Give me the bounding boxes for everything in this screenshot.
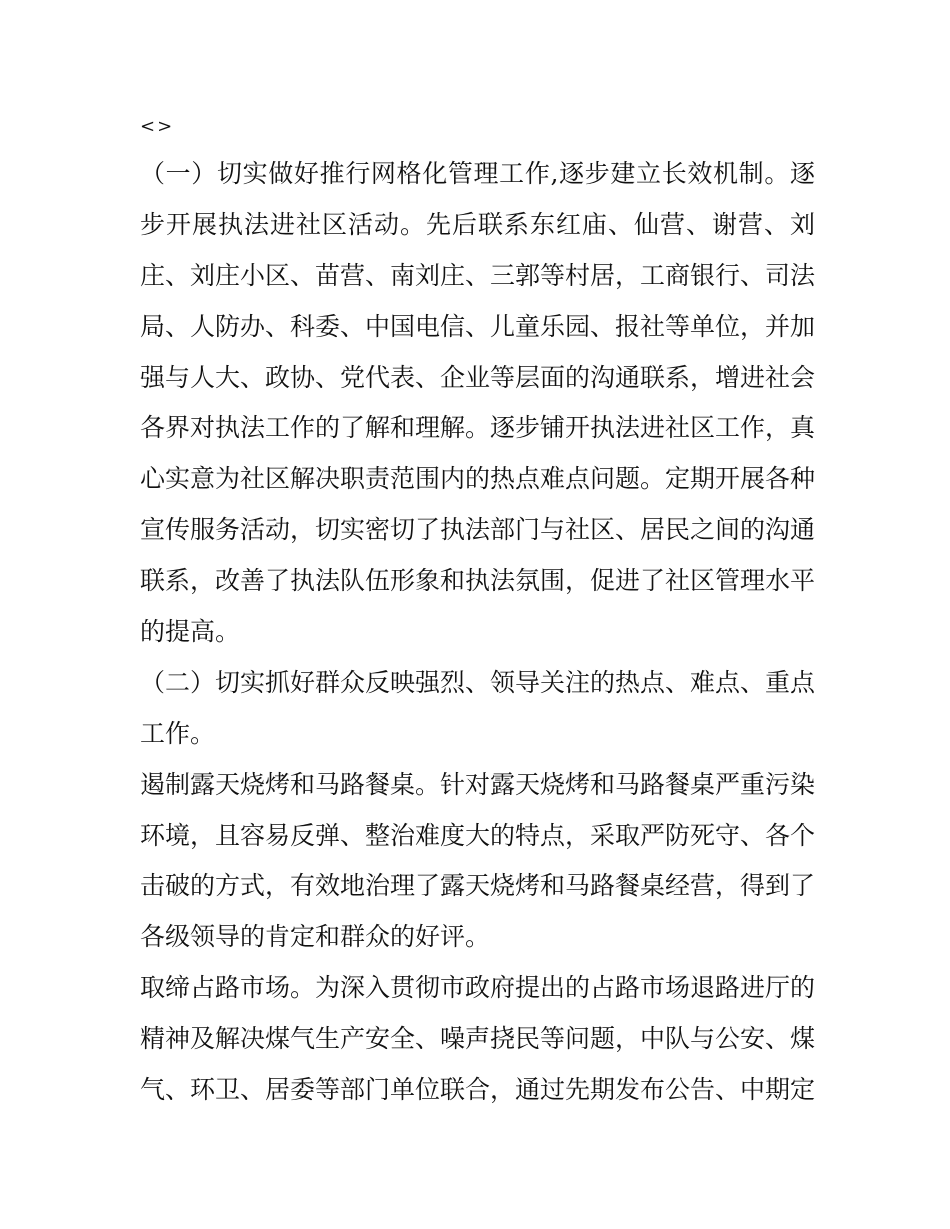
text-line: 步开展执法进社区活动。先后联系东红庙、仙营、谢营、刘 [140, 209, 815, 239]
text-line: 各级领导的肯定和群众的好评。 [140, 922, 491, 952]
text-line: （二）切实抓好群众反映强烈、领导关注的热点、难点、重点 [140, 667, 816, 697]
text-line: 环境，且容易反弹、整治难度大的特点，采取严防死守、各个 [140, 820, 816, 850]
text-line: 局、人防办、科委、中国电信、儿童乐园、报社等单位，并加 [140, 311, 816, 341]
text-line: 的提高。 [140, 617, 241, 647]
text-line: 击破的方式，有效地治理了露天烧烤和马路餐桌经营，得到了 [140, 871, 816, 901]
text-line: 心实意为社区解决职责范围内的热点难点问题。定期开展各种 [140, 464, 816, 494]
text-line: 各界对执法工作的了解和理解。逐步铺开执法进社区工作，真 [140, 413, 816, 443]
text-line: 宣传服务活动，切实密切了执法部门与社区、居民之间的沟通 [140, 515, 816, 545]
text-line: 气、环卫、居委等部门单位联合，通过先期发布公告、中期定 [140, 1075, 816, 1105]
text-line: 联系，改善了执法队伍形象和执法氛围，促进了社区管理水平 [140, 566, 816, 596]
text-line: 庄、刘庄小区、苗营、南刘庄、三郭等村居，工商银行、司法 [140, 260, 816, 290]
text-line: 精神及解决煤气生产安全、噪声挠民等问题，中队与公安、煤 [140, 1024, 816, 1054]
text-line: 强与人大、政协、党代表、企业等层面的沟通联系，增进社会 [140, 362, 816, 392]
section-marker: <> [140, 116, 175, 137]
text-line: 遏制露天烧烤和马路餐桌。针对露天烧烤和马路餐桌严重污染 [140, 769, 816, 799]
document-page [140, 105, 815, 1116]
text-line: 工作。 [140, 718, 216, 748]
text-line: 取缔占路市场。为深入贯彻市政府提出的占路市场退路进厅的 [140, 973, 816, 1003]
text-line: （一）切实做好推行网格化管理工作,逐步建立长效机制。逐 [140, 159, 815, 188]
